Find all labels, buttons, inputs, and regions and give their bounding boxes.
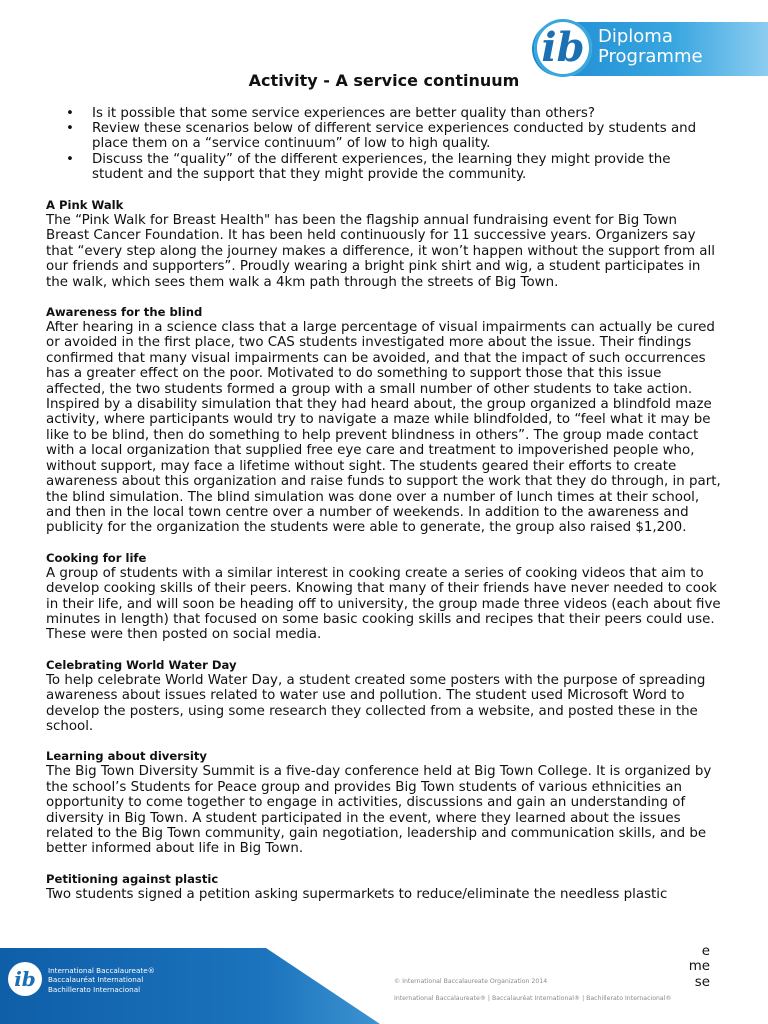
question-list	[46, 106, 716, 182]
org-line: Bachillerato Internacional	[48, 984, 141, 994]
scenario-body: To help celebrate World Water Day, a student created some posters with the purpose of spreading awareness about issues related to water use and pollution. The student used Microsoft Word to develop the posters, using some research they collected from a website, and posted these in the school.	[46, 672, 706, 734]
question-item: • Discuss the “quality” of the different experiences, the learning they might provide the student and the support that they might provide the community.	[46, 152, 716, 182]
footer-copyright: © International Baccalaureate Organization 2014	[394, 978, 548, 985]
logo-line-1: Diploma	[598, 26, 673, 47]
logo-line-2: Programme	[598, 46, 703, 67]
scenario-plastic	[46, 872, 722, 902]
org-line: Baccalauréat International	[48, 975, 144, 985]
scenario-heading: Awareness for the blind	[46, 305, 203, 320]
scenario-awareness-blind	[46, 305, 722, 536]
footer-names: International Baccalaureate® | Baccalauréat International® | Bachillerato Internacional®	[394, 995, 672, 1002]
logo-text	[598, 27, 703, 67]
question-item: • Is it possible that some service experiences are better quality than others?	[46, 106, 716, 121]
ib-logo-icon: ib	[541, 24, 585, 71]
scenario-body: The Big Town Diversity Summit is a five-day conference held at Big Town College. It is organized by the school’s Students for Peace group and provides Big Town students of various ethnicities an opportunity to come together to engage in activities, discussions and gain an understanding of diversity in Big Town. A student participated in the event, where they learned about the issues related to the Big Town community, gain negotiation, leadership and communication skills, and be better informed about life in Big Town.	[46, 764, 712, 857]
footer-org-names	[48, 966, 155, 994]
scenario-body: A group of students with a similar interest in cooking create a series of cooking videos that aim to develop cooking skills of their peers. Knowing that many of their friends have never needed to cook in their life, and will soon be heading off to university, the group made three videos (each about five minutes in length) that focused on some basic cooking skills and recipes that their peers could use. These were then posted on social media.	[46, 565, 721, 643]
question-item: • Review these scenarios below of different service experiences conducted by students and place them on a “service continuum” of low to high quality.	[46, 121, 716, 151]
scenario-body: After hearing in a science class that a large percentage of visual impairments can actually be cured or avoided in the first place, two CAS students investigated more about the issue. Their findings confirmed that many visual impairments can be avoided, and that the impact of such occurrences has a greater effect on the poor. Motivated to do something to support those that this issue affected, the two students formed a group with a small number of other students to take action. Inspired by a disability simulation that they had heard about, the group organized a blindfold maze activity, where participants would try to navigate a maze while blindfolded, to “feel what it may be like to be blind, then do something to help prevent blindness in others”. The group made contact with a local organization that supplied free eye care and treatment to impoverished people who, without support, may face a lifetime without sight. The students geared their efforts to create awareness about this organization and raise funds to support the work that they do through, in part, the blind simulation. The blind simulation was done over a number of lunch times at their school, and then in the local town centre over a number of weekends. In addition to the awareness and publicity for the organization the students were able to generate, the group also raised $1,200.	[46, 320, 721, 536]
scenario-body: The “Pink Walk for Breast Health" has been the flagship annual fundraising event for Big Town Breast Cancer Foundation. It has been held continuously for 11 successive years. Organizers say that “every step along the journey makes a difference, it won’t happen without the support from all our friends and supporters”. Proudly wearing a bright pink shirt and wig, a student participates in the walk, which sees them walk a 4km path through the streets of Big Town.	[46, 213, 715, 290]
scenario-heading: Celebrating World Water Day	[46, 657, 237, 672]
scenario-pink-walk	[46, 198, 722, 290]
scenario-world-water-day	[46, 658, 722, 735]
scenario-heading: Petitioning against plastic	[46, 871, 219, 886]
scenario-heading: Learning about diversity	[46, 749, 207, 764]
fragment: se	[694, 974, 710, 990]
org-line: International Baccalaureate®	[48, 966, 155, 975]
scenario-cooking	[46, 551, 722, 643]
fragment: e	[701, 944, 710, 959]
fragment: me	[688, 959, 710, 975]
ib-footer-logo-icon: ib	[14, 967, 36, 991]
page-title: Activity - A service continuum	[248, 71, 520, 90]
scenario-heading: Cooking for life	[46, 550, 147, 565]
scenario-list	[46, 198, 722, 917]
overflow-text-fragments	[650, 944, 710, 990]
scenario-diversity	[46, 749, 722, 856]
scenario-body: Two students signed a petition asking supermarkets to reduce/eliminate the needless plastic	[46, 886, 668, 902]
scenario-heading: A Pink Walk	[46, 198, 124, 212]
